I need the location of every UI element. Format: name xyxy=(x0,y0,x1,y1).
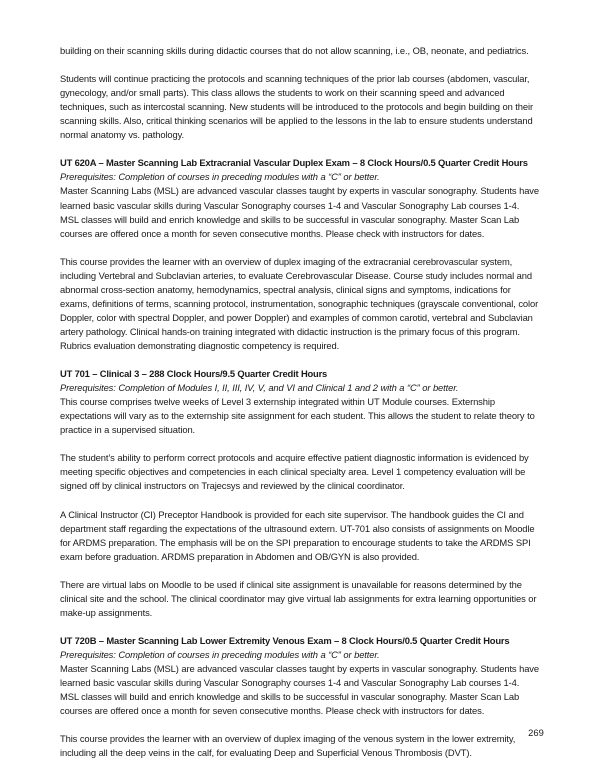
paragraph-students-continue-practicing: Students will continue practicing the protocols and scanning techniques of the prior lab courses (abdomen, vascular, gynecology, and/or small parts). This class allows the students to work on their scanning speed and advanced techniques, such as intercostal scanning. New students will be introduced to the protocols and begin building on their scanning skills. Also, critical thinking scenarios will be applied to the lessons in the lab to ensure students understand normal anatomy vs. pathology. xyxy=(60,73,533,141)
course-prerequisites-ut-620a: Prerequisites: Completion of courses in preceding modules with a “C” or better. xyxy=(60,171,380,183)
course-body-ut-620a: Master Scanning Labs (MSL) are advanced vascular classes taught by experts in vascular sonography. Students have learned basic vascular skills during Vascular Sonography courses 1-4 and Vascular Sonography Lab courses 1-4. MSL classes will build and enrich knowledge and skills to be successful in vascular sonography. Master Scan Lab courses are offered once a month for seven consecutive months. Please check with instructors for dates. xyxy=(60,185,539,239)
paragraph-student-ability-protocols: The student’s ability to perform correct protocols and acquire effective patient diagnostic information is evidenced by meeting specific objectives and competencies in each clinical specialty area. Level 1 competency evaluation will be signed off by clinical instructors on Trajecsys and reviewed by the clinical coordinator. xyxy=(60,452,529,492)
course-body-ut-720b: Master Scanning Labs (MSL) are advanced vascular classes taught by experts in vascular sonography. Students have learned basic vascular skills during Vascular Sonography courses 1-4 and Vascular Sonography Lab courses 1-4. MSL classes will build and enrich knowledge and skills to be successful in vascular sonography. Master Scan Lab courses are offered once a month for seven consecutive months. Please check with instructors for dates. xyxy=(60,663,539,717)
course-heading-ut-701: UT 701 – Clinical 3 – 288 Clock Hours/9.5 Quarter Credit Hours xyxy=(60,368,328,380)
paragraph-virtual-labs-moodle: There are virtual labs on Moodle to be used if clinical site assignment is unavailable for reasons determined by the clinical site and the school. The clinical coordinator may give virtual lab assignments for extra learning opportunities or make-up assignments. xyxy=(60,578,537,618)
course-body-ut-701: This course comprises twelve weeks of Level 3 externship integrated within UT Module courses. Externship expectations will vary as to the externship site assignment for each student. This allows the student to relate theory to practice in a supervised situation. xyxy=(60,396,535,436)
paragraph-ut720b-overview: This course provides the learner with an overview of duplex imaging of the venous system in the lower extremity, including all the deep veins in the calf, for evaluating Deep and Superficial Venous Thrombosis (DVT). xyxy=(60,733,516,759)
paragraph-clinical-instructor-handbook: A Clinical Instructor (CI) Preceptor Handbook is provided for each site supervisor. The handbook guides the CI and department staff regarding the expectations of the ultrasound extern. UT-701 also consists of assignments on Moodle for ARDMS preparation. The emphasis will be on the SPI preparation to encourage students to take the ARDMS SPI exam before graduation. ARDMS preparation in Abdomen and OB/GYN is also provided. xyxy=(60,508,535,562)
page-number: 269 xyxy=(528,727,544,738)
paragraph-ut620a-overview: This course provides the learner with an overview of duplex imaging of the extracranial cerebrovascular system, including Vertebral and Subclavian arteries, to evaluate Cerebrovascular Disease. Course study includes normal and abnormal cross-section anatomy, hemodynamics, spectral analysis, clinical signs and symptoms, indications for exams, definitions of terms, scanning protocol, instrumentation, sonographic techniques (grayscale conventional, color Doppler, color with spectral Doppler, and power Doppler) and examples of common carotid, vertebral and Subclavian artery pathology. Clinical hands-on training integrated with didactic instruction is the primary focus of this program. Rubrics evaluation demonstrating diagnostic competency is required. xyxy=(60,255,539,351)
course-heading-ut-720b: UT 720B – Master Scanning Lab Lower Extremity Venous Exam – 8 Clock Hours/0.5 Quarter Credit Hours xyxy=(60,634,510,646)
course-heading-ut-620a: UT 620A – Master Scanning Lab Extracranial Vascular Duplex Exam – 8 Clock Hours/0.5 Quarter Credit Hours xyxy=(60,157,528,169)
paragraph-scanning-skills: building on their scanning skills during didactic courses that do not allow scanning, i.e., OB, neonate, and pediatrics. xyxy=(60,45,529,56)
page-body-text xyxy=(60,44,540,760)
course-prerequisites-ut-720b: Prerequisites: Completion of courses in preceding modules with a “C” or better. xyxy=(60,649,380,661)
course-prerequisites-ut-701: Prerequisites: Completion of Modules I, II, III, IV, V, and VI and Clinical 1 and 2 with a “C” or better. xyxy=(60,382,459,394)
